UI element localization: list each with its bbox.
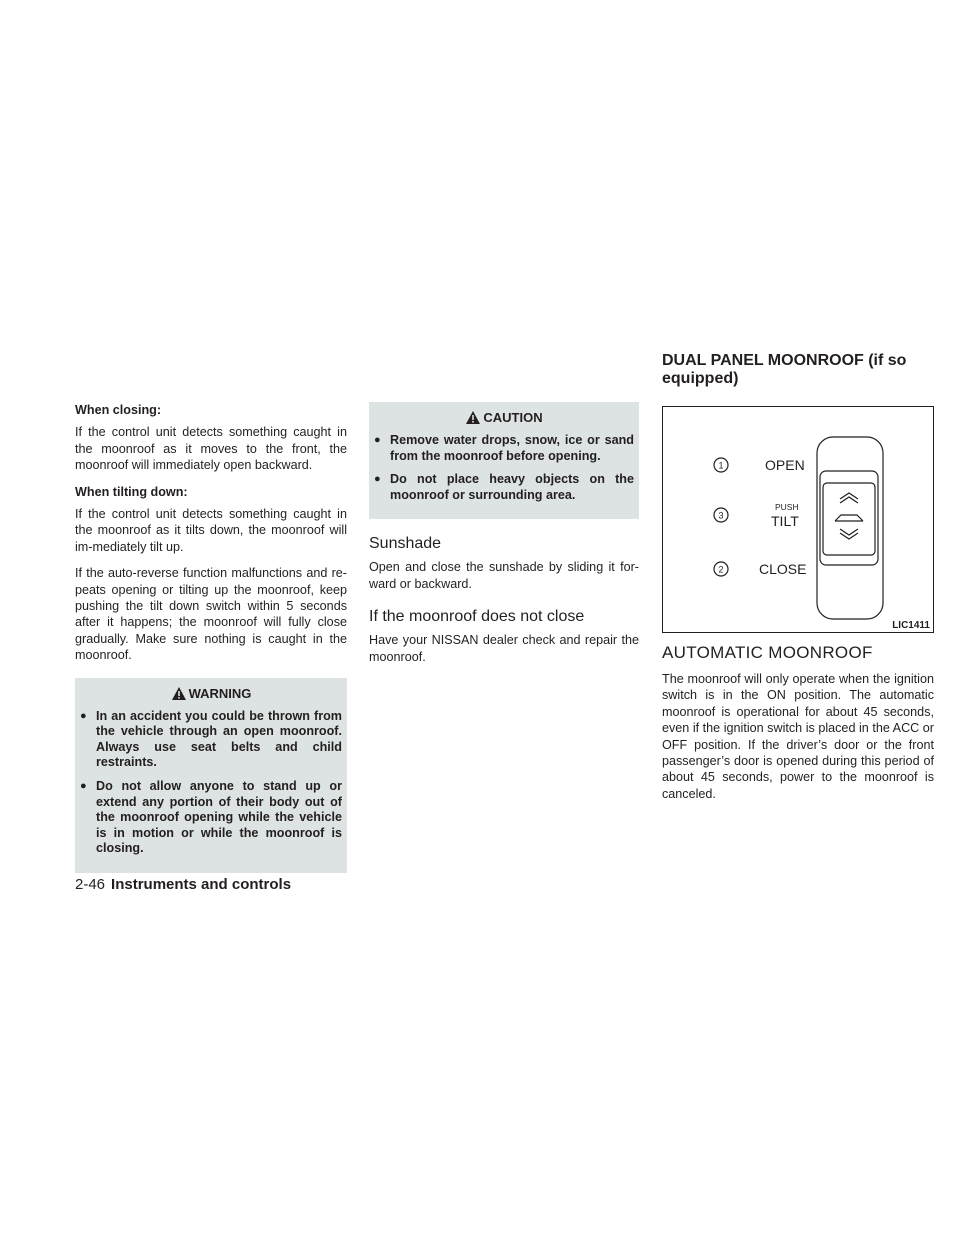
tilting-heading: When tilting down: bbox=[75, 484, 188, 499]
warning-triangle-icon bbox=[171, 686, 187, 701]
list-item bbox=[374, 433, 634, 464]
closing-text: If the control unit detects something caught in the moonroof as it moves to the front, the moonroof will immediately open backward. bbox=[75, 425, 347, 473]
middle-column bbox=[369, 402, 639, 675]
right-column bbox=[662, 352, 934, 812]
warning-title-text: WARNING bbox=[188, 685, 252, 701]
bullet-icon: ● bbox=[80, 780, 87, 793]
auto-moonroof-text: The moonroof will only operate when the ignition switch is in the ON position. The automatic moonroof is operational for about 45 seconds, even if the ignition switch is placed in the ACC or OFF position. If the driver’s door or the front passenger’s door is opened during this period of about 45 seconds, power to the moonroof is canceled. bbox=[662, 672, 934, 801]
section-title: DUAL PANEL MOONROOF (if so equipped) bbox=[662, 352, 907, 387]
bullet-icon: ● bbox=[374, 434, 381, 446]
caution-box bbox=[369, 402, 639, 519]
moonroof-switch-figure bbox=[662, 406, 934, 633]
chapter-title: Instruments and controls bbox=[111, 876, 292, 893]
warning-box bbox=[75, 678, 347, 873]
tilt-label: TILT bbox=[771, 513, 799, 529]
caution-title bbox=[374, 410, 634, 425]
list-item bbox=[80, 779, 342, 857]
figure-code: LIC1411 bbox=[892, 620, 930, 631]
list-item bbox=[374, 472, 634, 503]
bullet-icon: ● bbox=[80, 709, 87, 722]
warning-item-2: Do not allow anyone to stand up or extend any portion of their body out of the moonroof opening while the vehicle is in motion or while the moonroof is closing. bbox=[96, 779, 342, 856]
moonroof-switch-illustration bbox=[663, 407, 933, 632]
warning-triangle-icon bbox=[465, 410, 481, 425]
malfunction-text: If the auto-reverse function malfunctions and re-peats opening or tilting up the moonroof, keep pushing the tilt down switch within 5 seconds after it happens; the moonroof will fully close gradually. Make sure nothing is caught in the moonroof. bbox=[75, 566, 347, 663]
caution-item-1: Remove water drops, snow, ice or sand from the moonroof before opening. bbox=[390, 433, 634, 463]
caution-item-2: Do not place heavy objects on the moonroof or surrounding area. bbox=[390, 472, 634, 502]
page-number: 2-46 bbox=[75, 876, 106, 893]
notclose-text: Have your NISSAN dealer check and repair the moonroof. bbox=[369, 633, 639, 664]
callout-2: 2 bbox=[718, 564, 724, 575]
tilting-text: If the control unit detects something caught in the moonroof as it tilts down, the moonroof will im-mediately tilt up. bbox=[75, 507, 347, 554]
close-label: CLOSE bbox=[759, 561, 807, 577]
auto-moonroof-heading: AUTOMATIC MOONROOF bbox=[662, 643, 873, 662]
bullet-icon: ● bbox=[374, 473, 381, 486]
warning-item-1: In an accident you could be thrown from the vehicle through an open moonroof. Always use seat belts and child restraints. bbox=[96, 708, 342, 770]
notclose-heading: If the moonroof does not close bbox=[369, 608, 585, 626]
sunshade-heading: Sunshade bbox=[369, 535, 442, 553]
sunshade-text: Open and close the sunshade by sliding it for-ward or backward. bbox=[369, 560, 639, 591]
push-label: PUSH bbox=[775, 502, 799, 512]
list-item bbox=[80, 709, 342, 771]
closing-heading: When closing: bbox=[75, 403, 162, 417]
page-footer bbox=[75, 876, 291, 893]
open-label: OPEN bbox=[765, 457, 805, 473]
callout-3: 3 bbox=[718, 510, 724, 521]
left-column bbox=[75, 402, 347, 883]
warning-title bbox=[80, 686, 342, 701]
caution-title-text: CAUTION bbox=[483, 410, 543, 425]
callout-1: 1 bbox=[718, 460, 724, 471]
